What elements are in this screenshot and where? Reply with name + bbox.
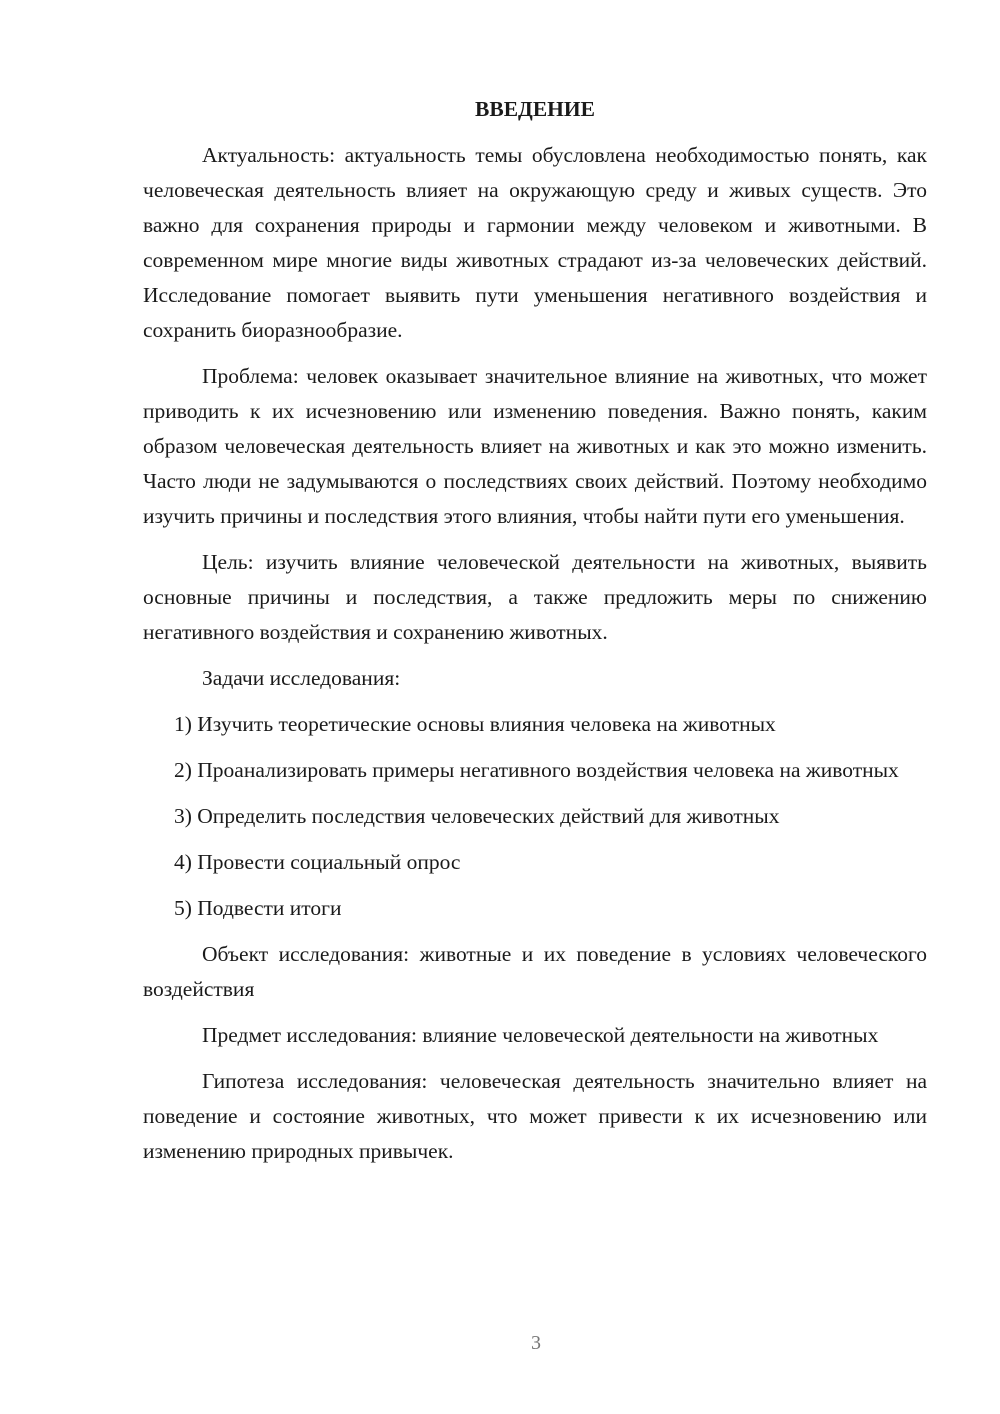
goal-paragraph: Цель: изучить влияние человеческой деятельности на животных, выявить основные причины и последствия, а также предложить меры по снижению негативного воздействия и сохранению животных. xyxy=(143,550,927,644)
subject-paragraph: Предмет исследования: влияние человеческой деятельности на животных xyxy=(202,1023,879,1047)
object-paragraph: Объект исследования: животные и их поведение в условиях человеческого воздействия xyxy=(143,942,927,1001)
problem-paragraph: Проблема: человек оказывает значительное влияние на животных, что может приводить к их исчезновению или изменению поведения. Важно понять, каким образом человеческая деятельность влияет на животных и как это можно изменить. Часто люди не задумываются о последствиях своих действий. Поэтому необходимо изучить причины и последствия этого влияния, чтобы найти пути его уменьшения. xyxy=(143,364,927,528)
task-item-1: 1) Изучить теоретические основы влияния человека на животных xyxy=(174,712,776,736)
page-body xyxy=(143,92,927,1180)
tasks-heading: Задачи исследования: xyxy=(202,666,401,690)
task-item-2: 2) Проанализировать примеры негативного воздействия человека на животных xyxy=(174,758,899,782)
task-item-4: 4) Провести социальный опрос xyxy=(174,850,461,874)
task-item-3: 3) Определить последствия человеческих действий для животных xyxy=(174,804,780,828)
relevance-paragraph: Актуальность: актуальность темы обусловлена необходимостью понять, как человеческая деятельность влияет на окружающую среду и живых существ. Это важно для сохранения природы и гармонии между человеком и животными. В современном мире многие виды животных страдают из-за человеческих действий. Исследование помогает выявить пути уменьшения негативного воздействия и сохранить биоразнообразие. xyxy=(143,143,927,342)
section-title: ВВЕДЕНИЕ xyxy=(475,97,595,121)
task-item-5: 5) Подвести итоги xyxy=(174,896,342,920)
page-number: 3 xyxy=(531,1332,541,1354)
hypothesis-paragraph: Гипотеза исследования: человеческая деятельность значительно влияет на поведение и состояние животных, что может привести к их исчезновению или изменению природных привычек. xyxy=(143,1069,927,1163)
